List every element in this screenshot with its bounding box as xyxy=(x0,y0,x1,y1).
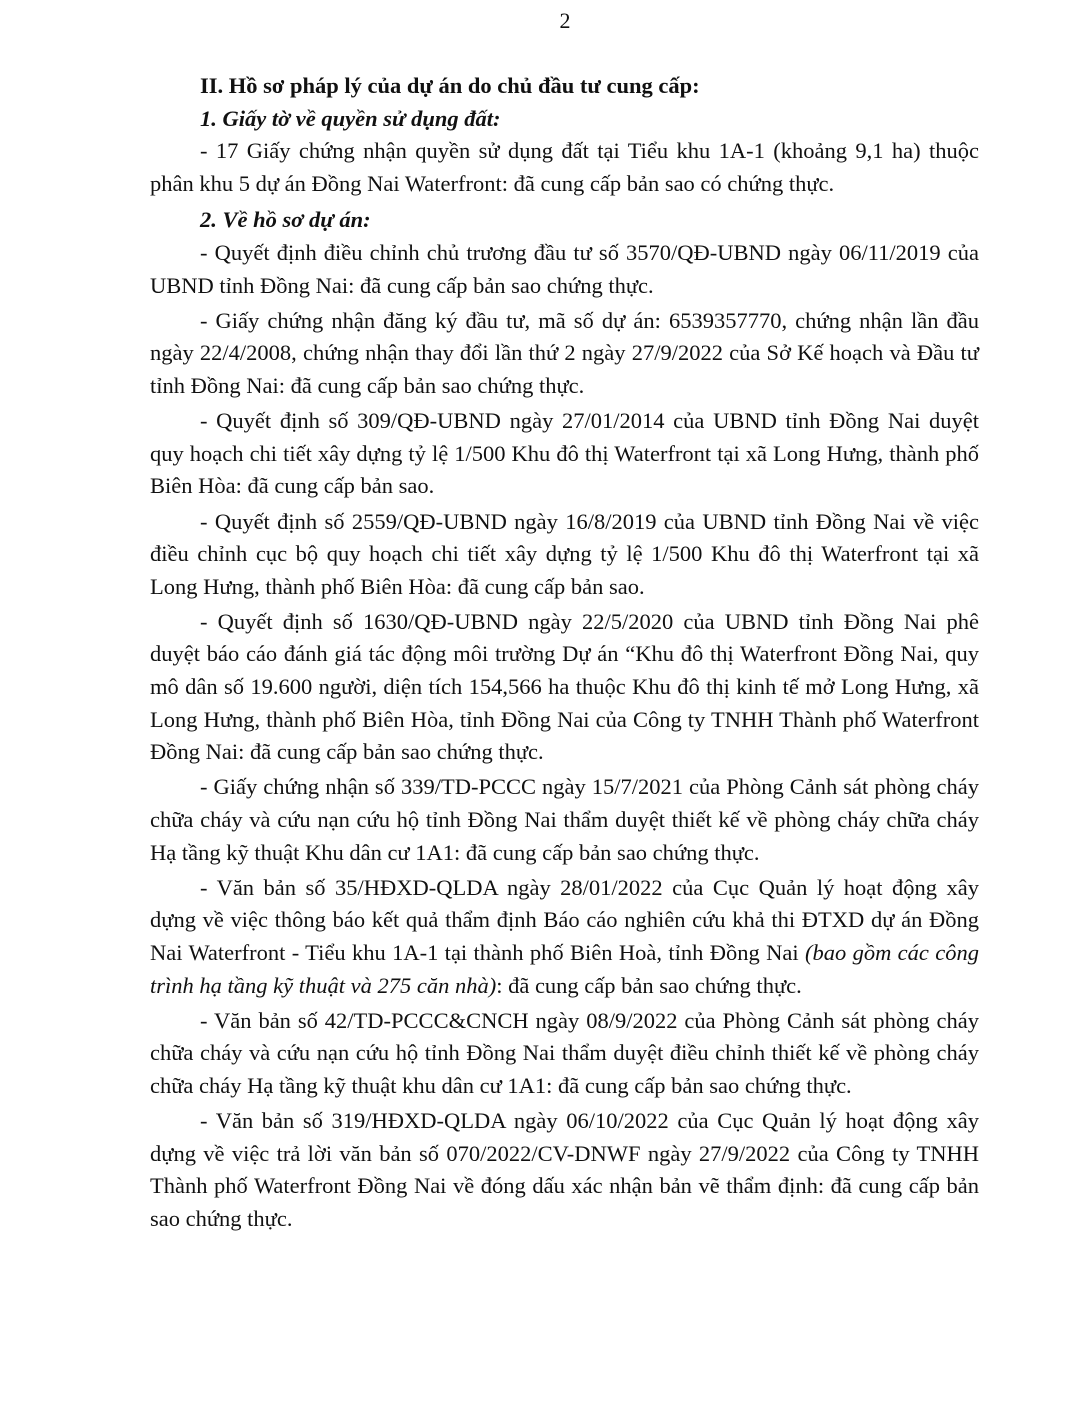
paragraph-decision-309: - Quyết định số 309/QĐ-UBND ngày 27/01/2014 của UBND tỉnh Đồng Nai duyệt quy hoạch chi tiết xây dựng tỷ lệ 1/500 Khu đô thị Waterfront tại xã Long Hưng, thành phố Biên Hòa: đã cung cấp bản sao. xyxy=(150,408,979,499)
document-body xyxy=(150,70,979,1238)
document-35-italic-note: (bao gồm các công trình hạ tầng kỹ thuật và 275 căn nhà) xyxy=(150,940,980,998)
paragraph-land-certificates: - 17 Giấy chứng nhận quyền sử dụng đất tại Tiểu khu 1A-1 (khoảng 9,1 ha) thuộc phân khu 5 dự án Đồng Nai Waterfront: đã cung cấp bản sao có chứng thực. xyxy=(150,138,979,196)
paragraph-decision-1630: - Quyết định số 1630/QĐ-UBND ngày 22/5/2020 của UBND tỉnh Đồng Nai phê duyệt báo cáo đánh giá tác động môi trường Dự án “Khu đô thị Waterfront Đồng Nai, quy mô dân số 19.600 người, diện tích 154,566 ha thuộc Khu đô thị kinh tế mở Long Hưng, xã Long Hưng, thành phố Biên Hòa, tỉnh Đồng Nai của Công ty TNHH Thành phố Waterfront Đồng Nai: đã cung cấp bản sao chứng thực. xyxy=(150,608,979,765)
paragraph-decision-2559: - Quyết định số 2559/QĐ-UBND ngày 16/8/2019 của UBND tỉnh Đồng Nai về việc điều chỉnh cục bộ quy hoạch chi tiết xây dựng tỷ lệ 1/500 Khu đô thị Waterfront tại xã Long Hưng, thành phố Biên Hòa: đã cung cấp bản sao. xyxy=(150,508,979,599)
paragraph-certificate-339: - Giấy chứng nhận số 339/TD-PCCC ngày 15/7/2021 của Phòng Cảnh sát phòng cháy chữa cháy và cứu nạn cứu hộ tỉnh Đồng Nai thẩm duyệt thiết kế về phòng cháy chữa cháy Hạ tầng kỹ thuật Khu dân cư 1A1: đã cung cấp bản sao chứng thực. xyxy=(150,774,979,865)
paragraph-document-319: - Văn bản số 319/HĐXD-QLDA ngày 06/10/2022 của Cục Quản lý hoạt động xây dựng về việc trả lời văn bản số 070/2022/CV-DNWF ngày 27/9/2022 của Công ty TNHH Thành phố Waterfront Đồng Nai về đóng dấu xác nhận bản vẽ thẩm định: đã cung cấp bản sao chứng thực. xyxy=(150,1108,979,1231)
section-heading: II. Hồ sơ pháp lý của dự án do chủ đầu tư cung cấp: xyxy=(200,73,700,98)
paragraph-document-35 xyxy=(150,872,979,1002)
document-35-main-text: - Văn bản số 35/HĐXD-QLDA ngày 28/01/2022 của Cục Quản lý hoạt động xây dựng về việc thông báo kết quả thẩm định Báo cáo nghiên cứu khả thi ĐTXD dự án Đồng Nai Waterfront - Tiểu khu 1A-1 tại thành phố Biên Hoà, tỉnh Đồng Nai xyxy=(150,874,979,965)
subsection-heading-land-rights: 1. Giấy tờ về quyền sử dụng đất: xyxy=(200,105,501,131)
paragraph-investment-registration-certificate: - Giấy chứng nhận đăng ký đầu tư, mã số dự án: 6539357770, chứng nhận lần đầu ngày 22/4/2008, chứng nhận thay đổi lần thứ 2 ngày 27/9/2022 của Sở Kế hoạch và Đầu tư tỉnh Đồng Nai: đã cung cấp bản sao chứng thực. xyxy=(150,307,979,398)
paragraph-document-42: - Văn bản số 42/TD-PCCC&CNCH ngày 08/9/2022 của Phòng Cảnh sát phòng cháy chữa cháy và cứu nạn cứu hộ tỉnh Đồng Nai thẩm duyệt điều chỉnh thiết kế về phòng cháy chữa cháy Hạ tầng kỹ thuật khu dân cư 1A1: đã cung cấp bản sao chứng thực. xyxy=(150,1007,979,1098)
page-number: 2 xyxy=(559,8,571,33)
subsection-heading-project-documents: 2. Về hồ sơ dự án: xyxy=(200,207,371,233)
paragraph-investment-policy-decision: - Quyết định điều chỉnh chủ trương đầu tư số 3570/QĐ-UBND ngày 06/11/2019 của UBND tỉnh Đồng Nai: đã cung cấp bản sao chứng thực. xyxy=(150,239,979,298)
document-35-tail-text: : đã cung cấp bản sao chứng thực. xyxy=(496,972,802,998)
